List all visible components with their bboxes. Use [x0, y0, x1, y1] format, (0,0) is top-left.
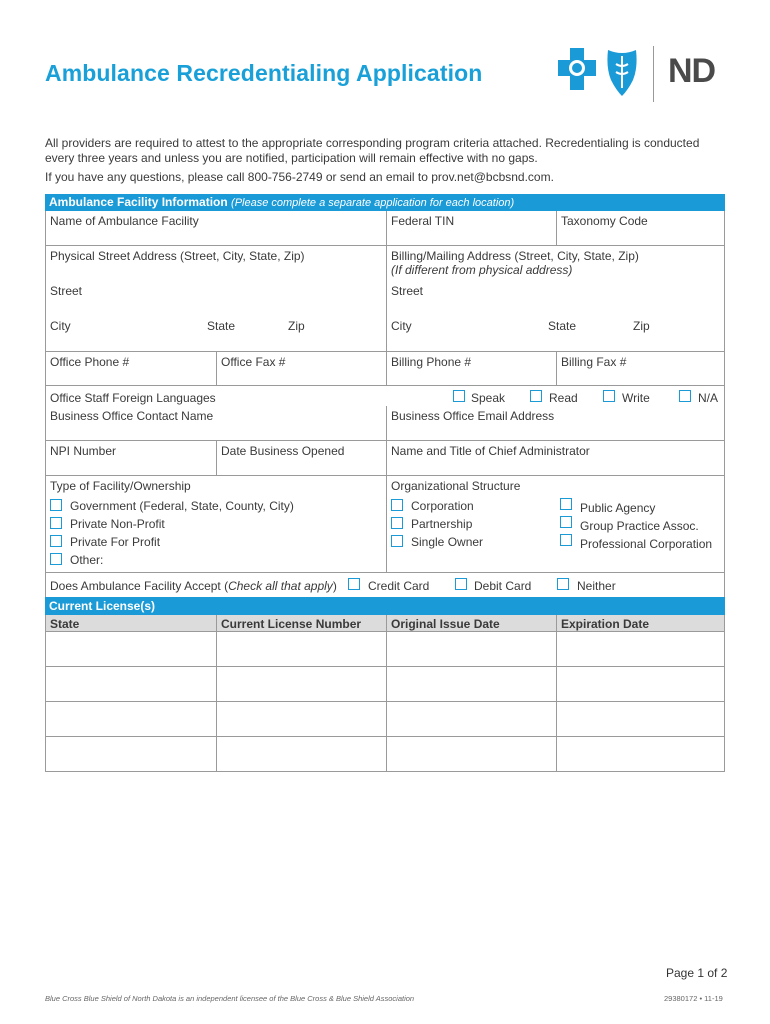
single-owner-checkbox[interactable]	[391, 535, 403, 547]
intro-paragraph-2: If you have any questions, please call 800-756-2749 or send an email to prov.net@bcbsnd.com.	[45, 170, 554, 184]
chief-admin-field[interactable]	[386, 441, 724, 475]
facility-section-title: Ambulance Facility Information	[49, 195, 228, 209]
public-agency-label: Public Agency	[580, 501, 656, 515]
facility-section-header	[45, 194, 725, 211]
license-number-cell[interactable]	[216, 667, 386, 701]
other-label: Other:	[70, 553, 104, 567]
license-col-number: Current License Number	[216, 615, 386, 631]
corporation-checkbox[interactable]	[391, 499, 403, 511]
page-number: Page 1 of 2	[666, 966, 728, 980]
license-state-cell[interactable]	[46, 702, 216, 736]
phone-row	[45, 351, 725, 386]
table-row	[45, 667, 725, 702]
speak-checkbox[interactable]	[453, 390, 465, 402]
billing-city-field[interactable]: City	[391, 319, 412, 333]
address-row	[45, 246, 725, 351]
payment-label-pre: Does Ambulance Facility Accept (	[50, 579, 229, 593]
private-forprofit-label: Private For Profit	[70, 535, 161, 549]
license-expiration-cell[interactable]	[556, 632, 724, 666]
footer-disclaimer: Blue Cross Blue Shield of North Dakota is an independent licensee of the Blue Cross & Blue Shield Association	[45, 994, 415, 1003]
facility-name-field[interactable]	[46, 211, 386, 245]
license-table-header	[45, 615, 725, 632]
billing-fax-label: Billing Fax #	[561, 355, 627, 369]
debit-card-checkbox[interactable]	[455, 578, 467, 590]
logo-state-text: ND	[668, 52, 716, 90]
page-title: Ambulance Recredentialing Application	[45, 60, 483, 86]
bcbs-cross-shield-icon	[556, 46, 652, 102]
license-issue-cell[interactable]	[386, 667, 556, 701]
chief-admin-label: Name and Title of Chief Administrator	[391, 444, 590, 458]
office-fax-label: Office Fax #	[221, 355, 286, 369]
billing-address-label: Billing/Mailing Address (Street, City, State, Zip)	[391, 249, 639, 263]
debit-card-label: Debit Card	[474, 579, 532, 593]
partnership-label: Partnership	[411, 517, 473, 531]
license-col-expiration: Expiration Date	[556, 615, 724, 631]
facility-section-note: (Please complete a separate application for each location)	[231, 197, 515, 209]
billing-state-field[interactable]: State	[548, 319, 577, 333]
physical-address-block	[46, 246, 386, 351]
federal-tin-field[interactable]	[386, 211, 556, 245]
license-number-cell[interactable]	[216, 702, 386, 736]
public-agency-checkbox[interactable]	[560, 498, 572, 510]
taxonomy-code-label: Taxonomy Code	[561, 214, 648, 228]
professional-corp-checkbox[interactable]	[560, 534, 572, 546]
license-col-issue-date: Original Issue Date	[386, 615, 556, 631]
license-issue-cell[interactable]	[386, 632, 556, 666]
license-col-state: State	[50, 617, 80, 631]
org-structure-block	[386, 476, 724, 572]
ownership-row	[45, 476, 725, 573]
write-checkbox[interactable]	[603, 390, 615, 402]
private-nonprofit-label: Private Non-Profit	[70, 517, 165, 531]
billing-fax-field[interactable]	[556, 352, 724, 385]
table-row	[45, 702, 725, 737]
neither-checkbox[interactable]	[557, 578, 569, 590]
partnership-checkbox[interactable]	[391, 517, 403, 529]
payment-label-post: )	[332, 579, 337, 593]
npi-field[interactable]	[46, 441, 216, 475]
federal-tin-label: Federal TIN	[391, 214, 455, 228]
payment-row	[45, 573, 725, 597]
single-owner-label: Single Owner	[411, 535, 484, 549]
office-phone-field[interactable]	[46, 352, 216, 385]
credit-card-label: Credit Card	[368, 579, 430, 593]
physical-state-field[interactable]: State	[207, 319, 236, 333]
office-fax-field[interactable]	[216, 352, 386, 385]
private-forprofit-checkbox[interactable]	[50, 535, 62, 547]
government-checkbox[interactable]	[50, 499, 62, 511]
npi-label: NPI Number	[50, 444, 117, 458]
payment-label-italic: Check all that apply	[228, 579, 333, 593]
ownership-label: Type of Facility/Ownership	[50, 479, 191, 493]
na-label: N/A	[698, 391, 719, 405]
languages-row	[45, 386, 725, 406]
license-expiration-cell[interactable]	[556, 702, 724, 736]
credit-card-checkbox[interactable]	[348, 578, 360, 590]
speak-label: Speak	[471, 391, 506, 405]
license-issue-cell[interactable]	[386, 737, 556, 771]
contact-email-label: Business Office Email Address	[391, 409, 555, 423]
footer-form-code: 29380172 • 11-19	[664, 994, 723, 1003]
professional-corp-label: Professional Corporation	[580, 537, 713, 551]
contact-name-field[interactable]	[46, 406, 386, 440]
read-label: Read	[549, 391, 578, 405]
license-expiration-cell[interactable]	[556, 667, 724, 701]
date-opened-label: Date Business Opened	[221, 444, 345, 458]
ownership-block	[46, 476, 386, 572]
physical-street-field[interactable]: Street	[50, 284, 83, 298]
billing-phone-field[interactable]	[386, 352, 556, 385]
intro-text	[45, 136, 725, 185]
license-issue-cell[interactable]	[386, 702, 556, 736]
license-expiration-cell[interactable]	[556, 737, 724, 771]
facility-name-label: Name of Ambulance Facility	[50, 214, 199, 228]
logo-divider	[653, 46, 654, 102]
bcbs-logo	[556, 46, 736, 104]
other-checkbox[interactable]	[50, 553, 62, 565]
application-form	[45, 194, 725, 772]
group-practice-label: Group Practice Assoc.	[580, 519, 699, 533]
physical-zip-field[interactable]: Zip	[288, 319, 305, 333]
office-phone-label: Office Phone #	[50, 355, 130, 369]
group-practice-checkbox[interactable]	[560, 516, 572, 528]
license-section-title: Current License(s)	[49, 599, 156, 613]
private-nonprofit-checkbox[interactable]	[50, 517, 62, 529]
license-number-cell[interactable]	[216, 737, 386, 771]
billing-phone-label: Billing Phone #	[391, 355, 472, 369]
license-state-cell[interactable]	[46, 737, 216, 771]
physical-city-field[interactable]: City	[50, 319, 71, 333]
taxonomy-code-field[interactable]	[556, 211, 724, 245]
payment-label	[50, 579, 337, 593]
license-state-cell[interactable]	[46, 667, 216, 701]
billing-zip-field[interactable]: Zip	[633, 319, 650, 333]
government-label: Government (Federal, State, County, City)	[70, 499, 294, 513]
intro-paragraph-1: All providers are required to attest to the appropriate corresponding program criteria attached. Recredentialing is conducted every three years and unless you are notified, participation will remain effective with no gaps.	[45, 136, 700, 165]
read-checkbox[interactable]	[530, 390, 542, 402]
license-number-cell[interactable]	[216, 632, 386, 666]
facility-name-row	[45, 211, 725, 246]
languages-label: Office Staff Foreign Languages	[50, 391, 216, 405]
npi-row	[45, 441, 725, 476]
write-label: Write	[622, 391, 650, 405]
contact-email-field[interactable]	[386, 406, 724, 440]
na-checkbox[interactable]	[679, 390, 691, 402]
date-opened-field[interactable]	[216, 441, 386, 475]
table-row	[45, 632, 725, 667]
license-section-header	[45, 597, 725, 615]
billing-address-note: (If different from physical address)	[391, 263, 573, 277]
billing-street-field[interactable]: Street	[391, 284, 424, 298]
license-state-cell[interactable]	[46, 632, 216, 666]
neither-label: Neither	[577, 579, 616, 593]
contact-row	[45, 406, 725, 441]
billing-address-block	[386, 246, 724, 351]
table-row	[45, 737, 725, 772]
physical-address-label: Physical Street Address (Street, City, State, Zip)	[50, 249, 305, 263]
contact-name-label: Business Office Contact Name	[50, 409, 214, 423]
corporation-label: Corporation	[411, 499, 474, 513]
org-structure-label: Organizational Structure	[391, 479, 521, 493]
